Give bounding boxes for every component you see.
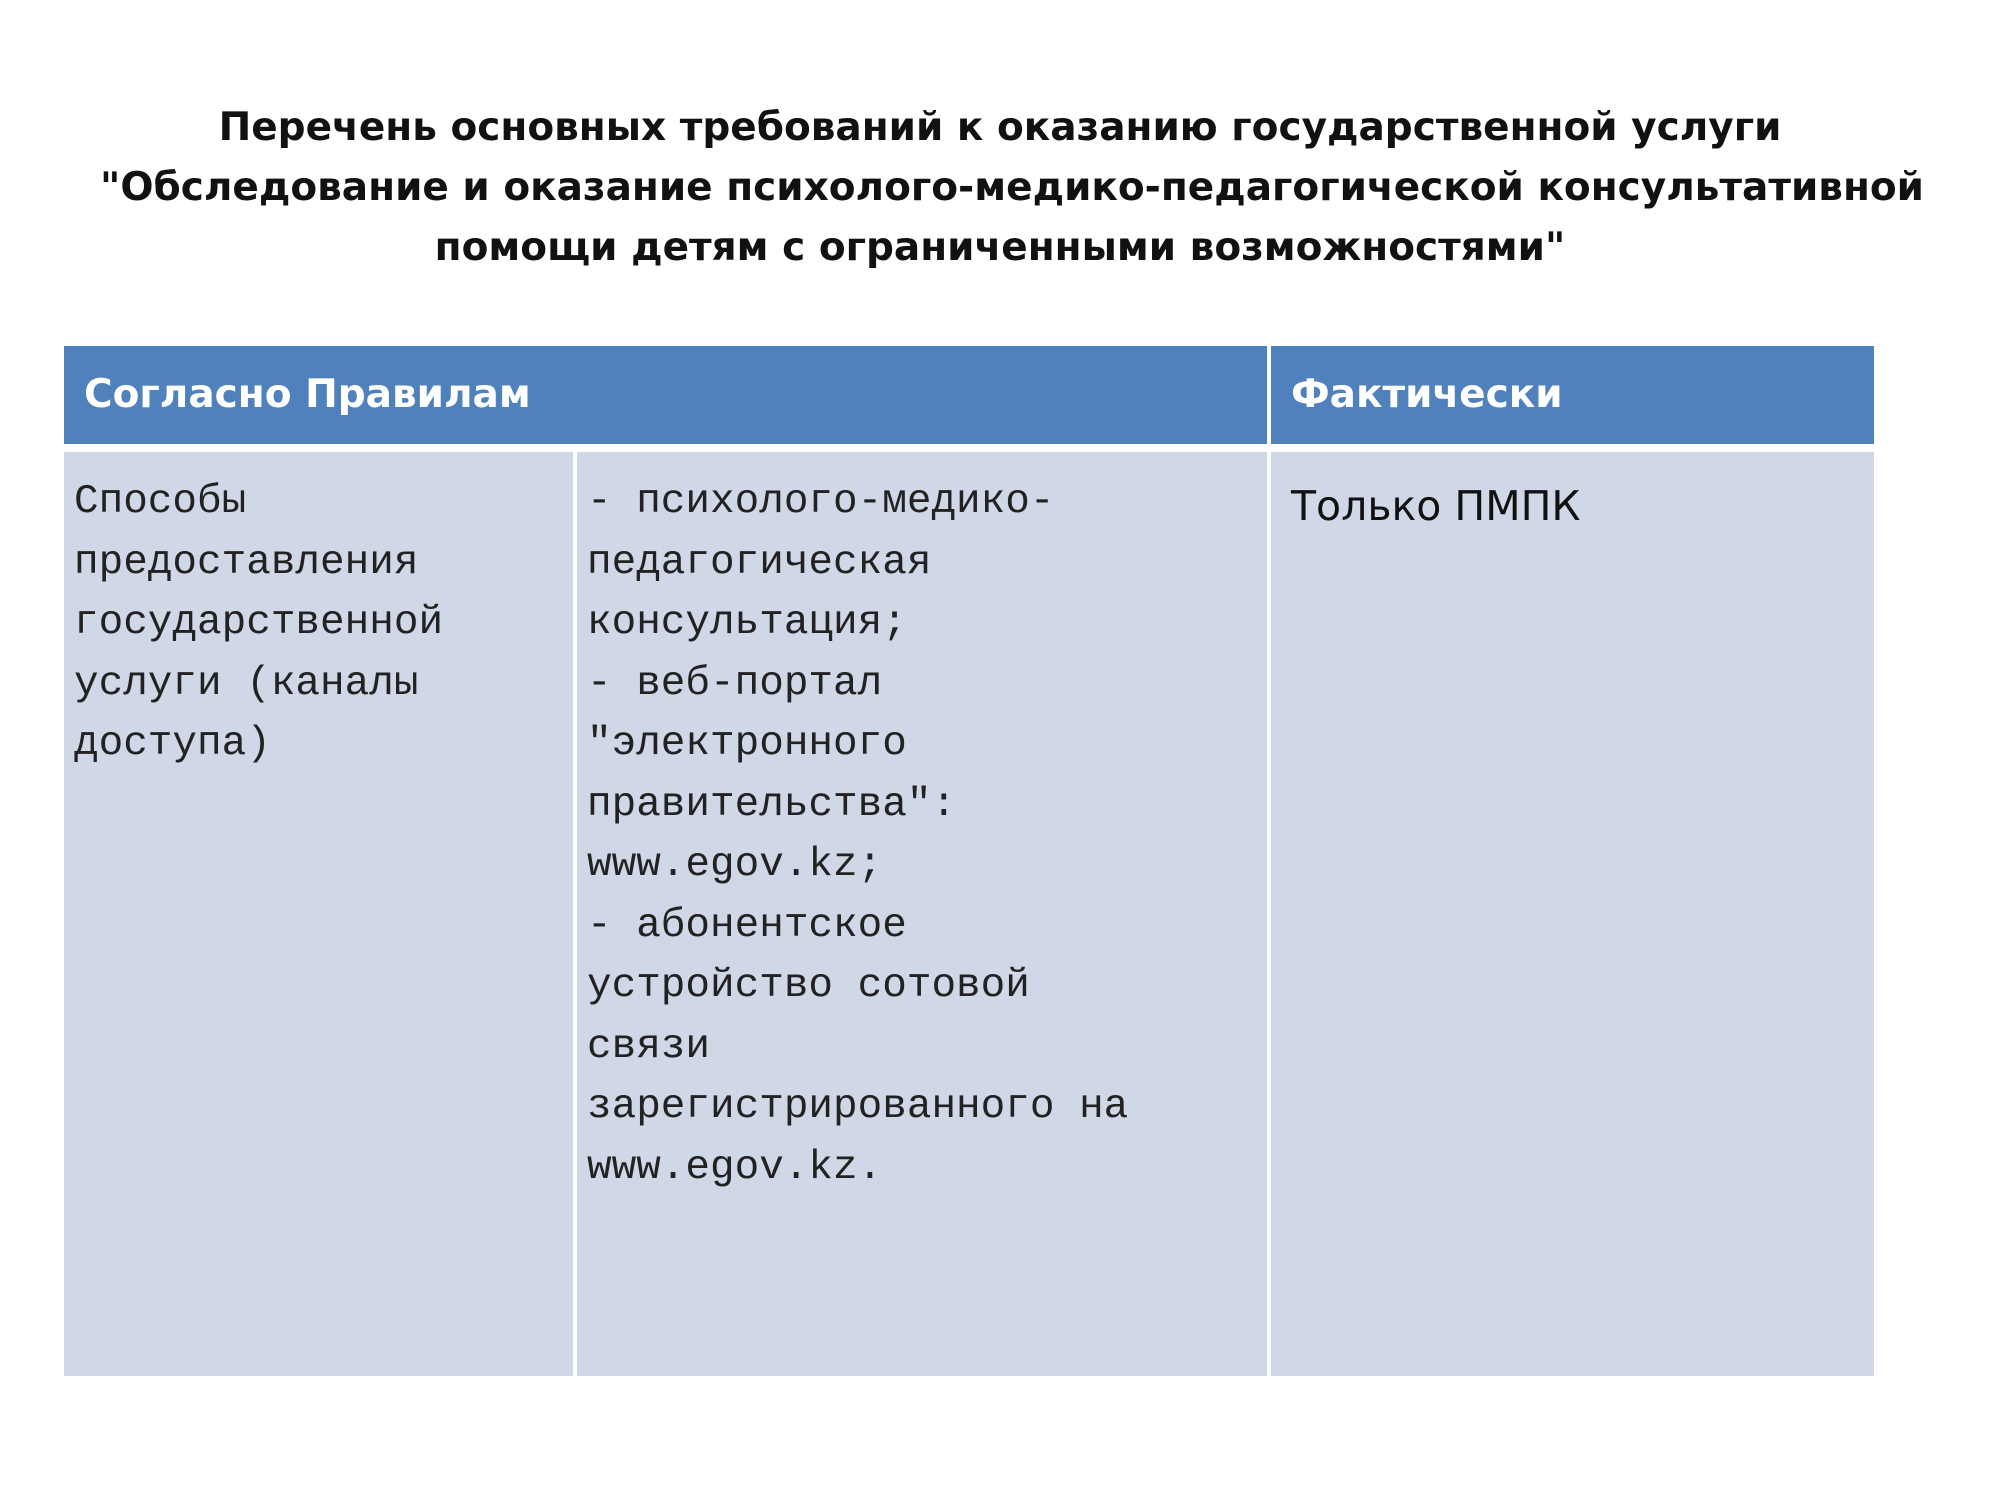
rule-line: правительства": xyxy=(587,781,957,828)
rule-line: связи xyxy=(587,1023,711,1070)
rule-line: зарегистрированного на xyxy=(587,1084,1129,1130)
rule-line: устройство сотовой xyxy=(587,963,1030,1009)
cell-service-channels-actual xyxy=(1271,452,1874,1376)
label-line: доступа) xyxy=(74,721,271,767)
page-title xyxy=(100,98,1925,278)
label-line: государственной xyxy=(74,600,444,646)
label-line: услуги (каналы xyxy=(74,660,419,707)
rule-line: "электронного xyxy=(587,721,907,767)
requirements-table xyxy=(64,346,1874,1376)
cell-service-channels-label xyxy=(64,452,573,1376)
actual-value: Только ПМПК xyxy=(1291,482,1581,530)
rule-line: педагогическая xyxy=(587,539,932,586)
cell-service-channels-rules xyxy=(577,452,1267,1376)
header-rules: Согласно Правилам xyxy=(64,346,1267,444)
label-line: предоставления xyxy=(74,539,419,586)
label-line: Способы xyxy=(74,479,247,525)
rule-line: - абонентское xyxy=(587,902,907,949)
title-line-2: "Обследование и оказание психолого-медико-педагогической консультативной xyxy=(100,165,1925,210)
header-actual: Фактически xyxy=(1271,346,1874,444)
title-line-1: Перечень основных требований к оказанию государственной услуги xyxy=(218,105,1782,150)
rule-line: www.egov.kz. xyxy=(587,1144,883,1191)
title-line-3: помощи детям с ограниченными возможностями" xyxy=(434,225,1566,270)
rule-line: - психолого-медико- xyxy=(587,479,1055,525)
rule-line: www.egov.kz; xyxy=(587,842,883,888)
rule-line: консультация; xyxy=(587,600,907,646)
rule-line: - веб-портал xyxy=(587,660,883,707)
